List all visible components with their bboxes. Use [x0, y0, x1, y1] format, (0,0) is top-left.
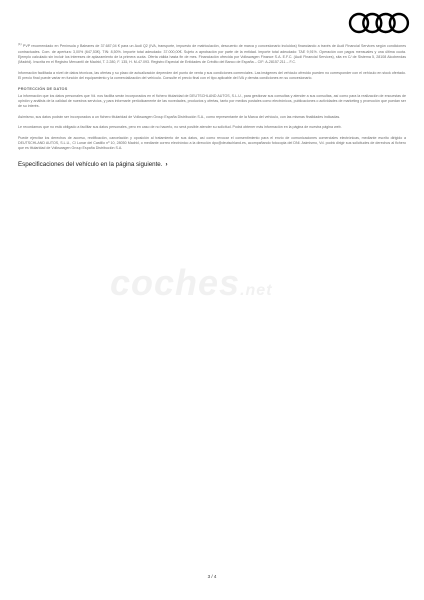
footnote-finance: $^{(1)}$ PVP recomendado en Península y Baleares de 37.687,04 € para un Audi Q2 (IVA, transporte, impuesto de matriculación, descuento de marca y concesionario incluidos) financiando a través de Audi Financial Services según condiciones contractuales. Com. de apertura: 3,00% (647,53€). TIN: 8,50%. Importe total adeudado: 37.000,00€. Sujeto a aprobación por parte de la entidad. Importe total adeudado: TAE 9,91%. Operación con pagos mensuales y una última cuota. Ejemplo calculado sin incluir los intereses de aplazamiento de la primera cuota. Oferta válida hasta fin de mes. Financiación ofrecida por Volkswagen Finance S.A. E.F.C. (Audi Financial Services), sita en C/ de Sistema 5, 28108 Alcobendas (Madrid). Inscrita en el Registro Mercantil de Madrid, T. 2.280, F. 135, H. M-47.093. Registro Especial de Entidades de Crédito del Banco de España – CIF: A-28157.211 – F.C. — [18, 42, 407, 65]
document-body — [18, 42, 406, 169]
privacy-text: La información que los datos personales que Vd. nos facilita serán incorporados en el fichero titularidad de DEUTSCHLAND AUTOS, S.L.U., para gestionar sus consultas y atender a sus consultas, así como para la realización de encuestas de opinión y análisis de la calidad de nuestros servicios, y para informarle periódicamente de las novedades, productos y ofertas, tanto por medios postales como electrónicos, publicaciones o actividades de marketing y promoción que puedan ser de su interés. — [18, 93, 406, 109]
privacy-text: Asimismo, sus datos podrán ser incorporados a un fichero titularidad de Volkswagen Group España Distribución S.A., como representante de la Marca del vehículo, con las mismas finalidades indicadas. — [18, 114, 341, 119]
privacy-heading: PROTECCIÓN DE DATOS — [18, 86, 68, 91]
privacy-text: Le recordamos que no está obligado a facilitar sus datos personales, pero en caso de no hacerlo, no será posible atender su solicitud. Podrá obtener más información en la página de nuestra página web. — [18, 125, 342, 130]
chevron-right-icon: › — [165, 160, 168, 168]
audi-logo-icon — [348, 12, 410, 34]
watermark: coches.net — [110, 262, 273, 303]
next-page-label: Especificaciones del vehículo en la página siguiente. — [18, 160, 163, 168]
privacy-text: Puede ejercitar los derechos de acceso, rectificación, cancelación y oposición al tratamiento de sus datos, así como revocar el consentimiento para el envío de comunicaciones comerciales electrónicas, mediante escrito dirigido a DEUTSCHLAND AUTOS, S.L.U., C/ Lunar del Castillo nº 10, 28050 Madrid, o mediante correo electrónico a la dirección dpo@deutschland.es, acompañando fotocopia del DNI. Asimismo, Vd. podrá dirigir sus solicitudes de derechos al fichero que es titularidad de Volkswagen Group España Distribución S.A. — [18, 135, 406, 151]
disclaimer-text: Información facilitada a nivel de datos técnicos, las ofertas y su plazo de actualización dependen del punto de venta y sus condiciones comerciales. Las imágenes del vehículo ofrecido pueden no corresponder con el vehículo en stock ofertado. El precio final puede variar en función del equipamiento y la comercialización del vehículo. Consulte el precio final con el tipo aplicable del IVA y demás condiciones en su concesionario. — [18, 70, 406, 81]
page-number: 3 / 4 — [207, 574, 217, 579]
next-page-link[interactable] — [18, 161, 406, 169]
